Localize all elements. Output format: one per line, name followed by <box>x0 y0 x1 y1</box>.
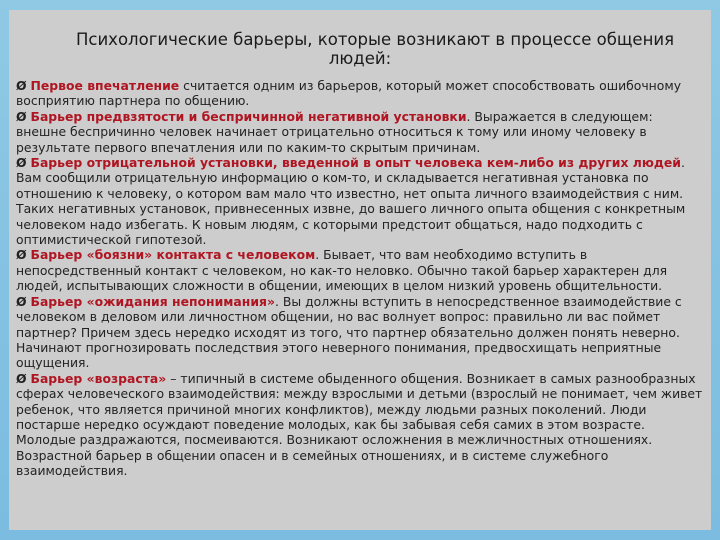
slide-body <box>16 78 706 479</box>
item-text: – типичный в системе обыденного общения. Возникает в самых разнообразных сферах человеческого взаимодействия: между взрослыми и детьми (взрослый не понимает, чем живет ребенок, что является причиной многих конфликтов), между людьми разных поколений. Люди постарше нередко осуждают поведение молодых, как бы забывая себя самих в этом возрасте. Молодые раздражаются, посмеиваются. Возникают осложнения в межличностных отношениях. Возрастной барьер в общении опасен и в семейных отношениях, и в системе служебного взаимодействия. <box>16 370 703 479</box>
item-heading: Барьер «ожидания непонимания» <box>30 293 275 309</box>
slide-title-line2: людей: <box>328 49 392 68</box>
item-heading: Барьер предвзятости и беспричинной негативной установки <box>30 108 467 124</box>
item-text: . Вы должны вступить в непосредственное взаимодействие с человеком в деловом или личностном общении, но вас волнует вопрос: правильно ли вас поймет партнер? Причем здесь нередко исходят из того, что партнер обязательно должен понять неверно. Начинают прогнозировать последствия этого неверного понимания, предвосхищать неприятные ощущения. <box>16 293 682 371</box>
slide-title <box>9 30 711 68</box>
item-text: . Вам сообщили отрицательную информацию о ком-то, и складывается негативная установка по отношению к человеку, о котором вам мало что известно, нет опыта личного взаимодействия с ним. Таких негативных установок, привнесенных извне, до вашего личного опыта общения с конкретным человеком надо избегать. К новым людям, с которыми предстоит общаться, надо подходить с оптимистической гипотезой. <box>16 155 686 248</box>
item-heading: Барьер «боязни» контакта с человеком <box>30 247 316 263</box>
item-text: . Бывает, что вам необходимо вступить в непосредственный контакт с человеком, но как-то неловко. Обычно такой барьер характерен для людей, испытывающих сложности в общении, имеющих в целом низкий уровень общительности. <box>16 247 668 294</box>
list-item <box>16 155 706 247</box>
list-item <box>16 109 706 155</box>
item-text: . Выражается в следующем: внешне беспричинно человек начинает отрицательно относиться к тому или иному человеку в результате первого впечатления или по каким-то скрытым причинам. <box>16 108 653 155</box>
item-heading: Барьер «возраста» <box>30 370 167 386</box>
list-item <box>16 294 706 371</box>
arrow-bullet-icon: Ø <box>16 108 27 124</box>
arrow-bullet-icon: Ø <box>16 293 27 309</box>
item-text: считается одним из барьеров, который может способствовать ошибочному восприятию партнера по общению. <box>16 78 682 109</box>
list-item <box>16 371 706 479</box>
slide-panel <box>9 10 711 530</box>
item-heading: Первое впечатление <box>30 78 180 93</box>
list-item <box>16 78 706 109</box>
item-heading: Барьер отрицательной установки, введенной в опыт человека кем-либо из других людей <box>30 155 681 171</box>
arrow-bullet-icon: Ø <box>16 78 27 93</box>
arrow-bullet-icon: Ø <box>16 247 27 263</box>
arrow-bullet-icon: Ø <box>16 370 27 386</box>
arrow-bullet-icon: Ø <box>16 155 27 171</box>
list-item <box>16 247 706 293</box>
slide-title-line1: Психологические барьеры, которые возникают в процессе общения <box>75 30 675 49</box>
